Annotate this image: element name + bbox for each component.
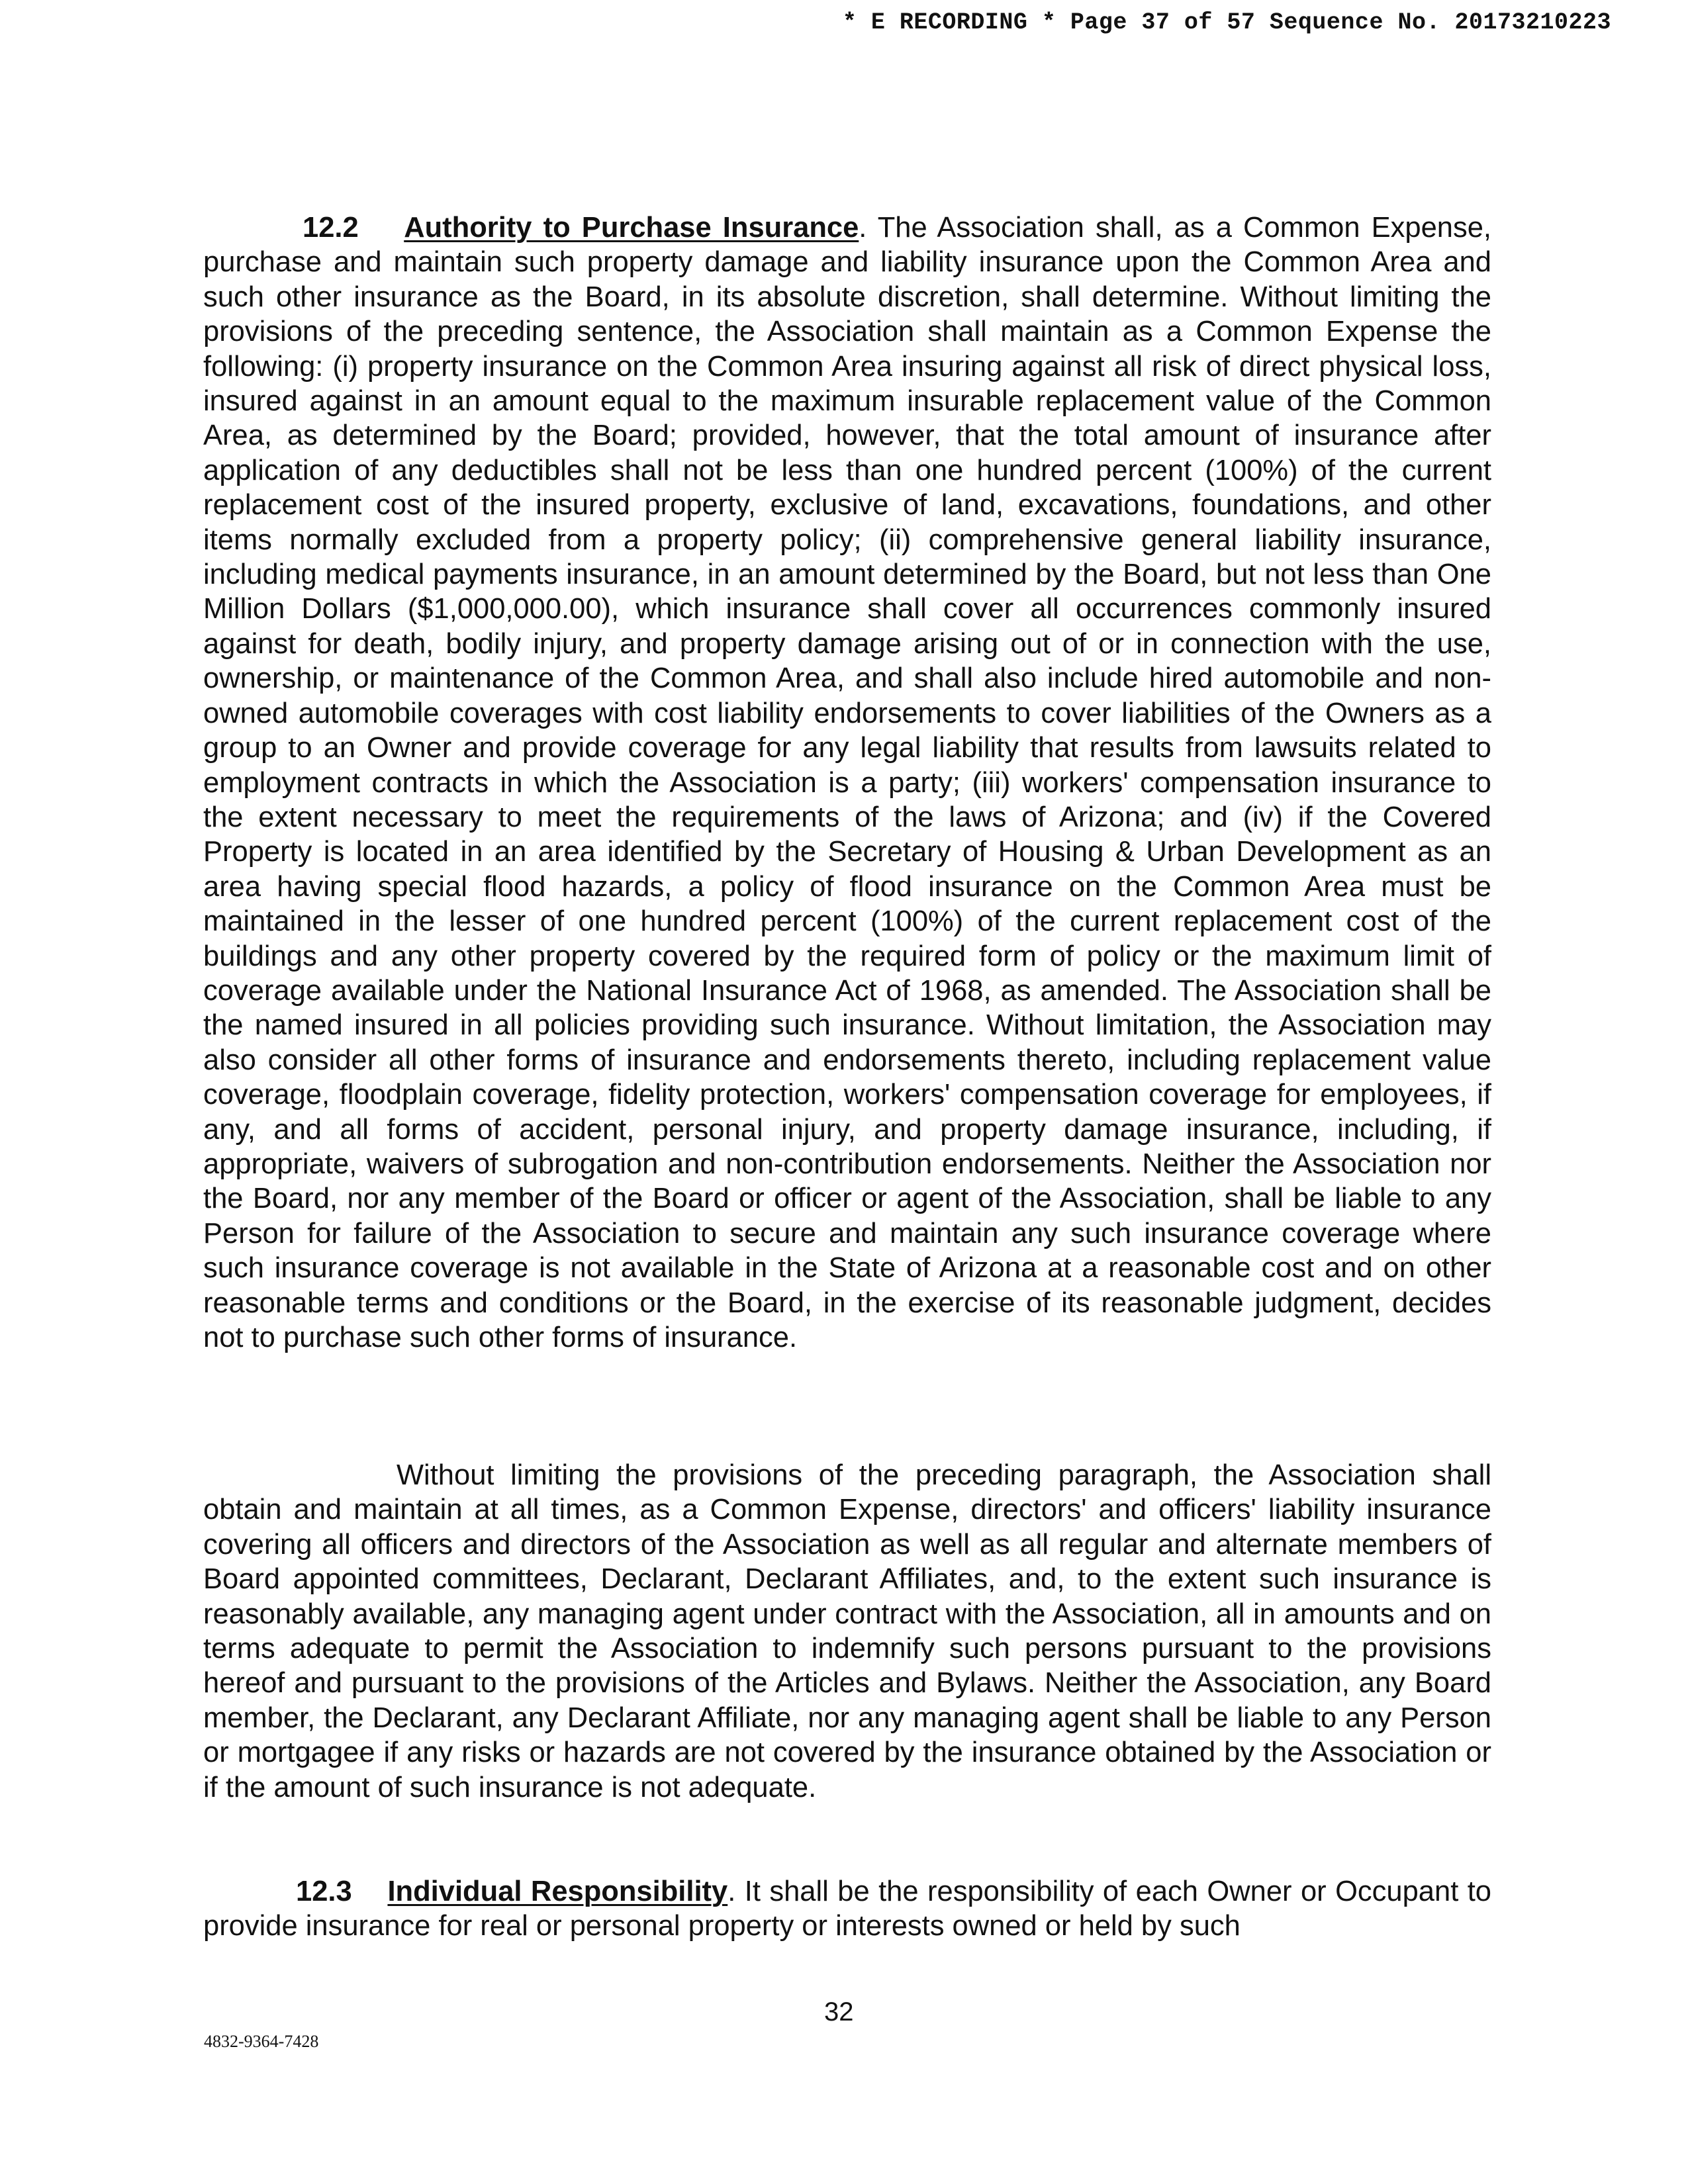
directors-officers-text: Without limiting the provisions of the preceding paragraph, the Association shall obtain and maintain at all times, as a Common Expense, directors' and officers' liability insurance covering all officers and directors of the Association as well as all regular and alternate members of Board appointed committees, Declarant, Declarant Affiliates, and, to the extent such insurance is reasonably available, any managing agent under contract with the Association, all in amounts and on terms adequate to permit the Association to indemnify such persons pursuant to the provisions hereof and pursuant to the provisions of the Articles and Bylaws. Neither the Association, any Board member, the Declarant, any Declarant Affiliate, nor any managing agent shall be liable to any Person or mortgagee if any risks or hazards are not covered by the insurance obtained by the Association or if the amount of such insurance is not adequate. xyxy=(203,1459,1491,1803)
section-12-2-text: . The Association shall, as a Common Expense, purchase and maintain such property damage and liability insurance upon the Common Area and such other insurance as the Board, in its absolute discretion, shall determine. Without limiting the provisions of the preceding sentence, the Association shall maintain as a Common Expense the following: (i) property insurance on the Common Area insuring against all risk of direct physical loss, insured against in an amount equal to the maximum insurable replacement value of the Common Area, as determined by the Board; provided, however, that the total amount of insurance after application of any deductibles shall not be less than one hundred percent (100%) of the current replacement cost of the insured property, exclusive of land, excavations, foundations, and other items normally excluded from a property policy; (ii) comprehensive general liability insurance, including medical payments insurance, in an amount determined by the Board, but not less than One Million Dollars ($1,000,000.00), which insurance shall cover all occurrences commonly insured against for death, bodily injury, and property damage arising out of or in connection with the use, ownership, or maintenance of the Common Area, and shall also include hired automobile and non-owned automobile coverages with cost liability endorsements to cover liabilities of the Owners as a group to an Owner and provide coverage for any legal liability that results from lawsuits related to employment contracts in which the Association is a party; (iii) workers' compensation insurance to the extent necessary to meet the requirements of the laws of Arizona; and (iv) if the Covered Property is located in an area identified by the Secretary of Housing & Urban Development as an area having special flood hazards, a policy of flood insurance on the Common Area must be maintained in the lesser of one hundred percent (100%) of the current replacement cost of the buildings and any other property covered by the required form of policy or the maximum limit of coverage available under the National Insurance Act of 1968, as amended. The Association shall be the named insured in all policies providing such insurance. Without limitation, the Association may also consider all other forms of insurance and endorsements thereto, including replacement value coverage, floodplain coverage, fidelity protection, workers' compensation coverage for employees, if any, and all forms of accident, personal injury, and property damage insurance, including, if appropriate, waivers of subrogation and non-contribution endorsements. Neither the Association nor the Board, nor any member of the Board or officer or agent of the Association, shall be liable to any Person for failure of the Association to secure and maintain any such insurance coverage where such insurance coverage is not available in the State of Arizona at a reasonable cost and on other reasonable terms and conditions or the Board, in the exercise of its reasonable judgment, decides not to purchase such other forms of insurance. xyxy=(203,212,1492,1353)
section-12-3-title: Individual Responsibility xyxy=(387,1876,728,1907)
section-12-3-number: 12.3 xyxy=(296,1876,352,1907)
section-12-2-number: 12.2 xyxy=(303,212,359,244)
section-12-2-title: Authority to Purchase Insurance xyxy=(404,212,859,244)
section-12-3-text: . It shall be the responsibility of each Owner or Occupant to provide insurance for real or personal property or interests owned or held by such xyxy=(203,1876,1491,1942)
document-id: 4832-9364-7428 xyxy=(204,2032,319,2051)
page-number: 32 xyxy=(824,1997,854,2026)
recording-header: * E RECORDING * Page 37 of 57 Sequence No. 20173210223 xyxy=(842,9,1611,36)
section-12-3-paragraph xyxy=(203,1874,1491,1944)
directors-officers-paragraph xyxy=(203,1458,1491,1805)
section-12-2-paragraph xyxy=(203,210,1491,1355)
